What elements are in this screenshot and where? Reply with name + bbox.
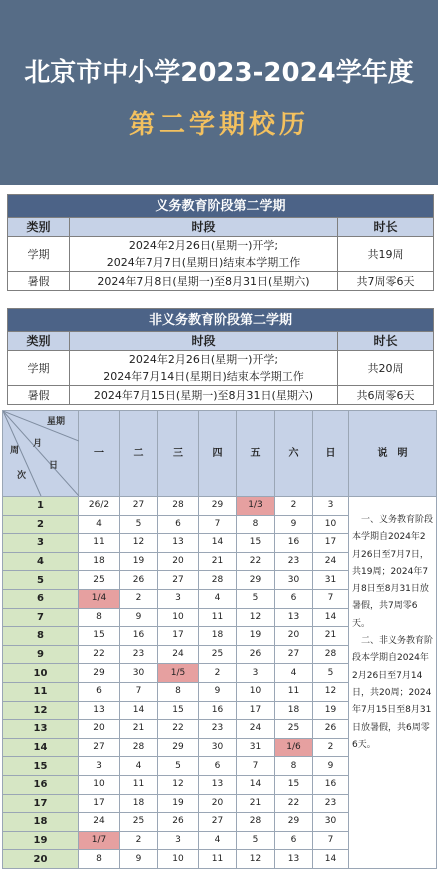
corner-label-order: 次 [17,471,27,481]
row-period: 2024年7月8日(星期一)至8月31日(星期六) [70,272,338,291]
period-line: 2024年2月26日(星期一)开学; [128,239,279,252]
week-number: 8 [3,627,79,646]
week-number: 5 [3,571,79,590]
day-cell: 6 [79,682,120,701]
day-cell: 12 [158,775,199,794]
day-cell: 14 [313,850,349,869]
day-cell: 10 [237,682,275,701]
day-cell: 13 [158,534,199,553]
day-cell: 20 [275,627,313,646]
day-cell: 18 [199,627,237,646]
day-cell: 30 [120,664,158,683]
day-cell: 20 [158,552,199,571]
weekday-header: 一 [79,411,120,497]
week-number: 17 [3,794,79,813]
day-cell: 30 [275,571,313,590]
day-cell: 11 [199,608,237,627]
day-cell: 16 [199,701,237,720]
col-header-period: 时段 [70,332,338,351]
day-cell: 5 [313,664,349,683]
day-cell: 18 [79,552,120,571]
day-cell: 9 [120,850,158,869]
day-cell: 27 [79,738,120,757]
day-cell: 26/2 [79,497,120,516]
week-number: 12 [3,701,79,720]
day-cell: 29 [79,664,120,683]
day-cell: 2 [275,497,313,516]
day-cell: 31 [237,738,275,757]
row-period [70,351,338,386]
week-number: 15 [3,757,79,776]
row-type: 暑假 [8,272,70,291]
day-cell: 3 [237,664,275,683]
day-cell: 2 [313,738,349,757]
day-cell: 22 [79,645,120,664]
period-line: 2024年7月7日(星期日)结束本学期工作 [106,256,301,269]
row-length: 共6周零6天 [338,386,434,405]
day-cell: 11 [199,850,237,869]
col-header-period: 时段 [70,218,338,237]
day-cell: 21 [237,794,275,813]
row-type: 暑假 [8,386,70,405]
day-cell: 16 [120,627,158,646]
day-cell: 20 [199,794,237,813]
header-banner [0,0,438,185]
day-cell: 12 [313,682,349,701]
day-cell: 29 [158,738,199,757]
day-cell: 3 [79,757,120,776]
compulsory-education-table [7,194,434,291]
day-cell: 4 [199,831,237,850]
week-number: 18 [3,813,79,832]
day-cell: 7 [313,589,349,608]
day-cell: 26 [158,813,199,832]
day-cell: 28 [158,497,199,516]
day-cell: 12 [237,608,275,627]
day-cell: 22 [158,720,199,739]
table-caption: 非义务教育阶段第二学期 [8,309,434,332]
day-cell: 6 [199,757,237,776]
day-cell: 6 [158,515,199,534]
week-row [3,497,437,516]
corner-label-day: 日 [49,461,59,471]
day-cell: 15 [158,701,199,720]
day-cell: 27 [199,813,237,832]
day-cell: 6 [275,589,313,608]
day-cell: 30 [199,738,237,757]
non-compulsory-education-table [7,308,434,405]
day-cell: 13 [199,775,237,794]
day-cell: 10 [313,515,349,534]
row-length: 共20周 [338,351,434,386]
day-cell: 23 [313,794,349,813]
day-cell: 1/6 [275,738,313,757]
day-cell: 19 [313,701,349,720]
day-cell: 13 [275,608,313,627]
day-cell: 24 [237,720,275,739]
day-cell: 2 [199,664,237,683]
day-cell: 19 [120,552,158,571]
day-cell: 27 [158,571,199,590]
school-calendar-table [2,410,437,869]
notes-header: 说 明 [349,411,437,497]
day-cell: 1/3 [237,497,275,516]
period-line: 2024年2月26日(星期一)开学; [128,353,279,366]
week-number: 16 [3,775,79,794]
row-type: 学期 [8,237,70,272]
weekday-header: 四 [199,411,237,497]
day-cell: 5 [237,589,275,608]
day-cell: 14 [313,608,349,627]
day-cell: 30 [313,813,349,832]
day-cell: 21 [313,627,349,646]
day-cell: 23 [120,645,158,664]
day-cell: 11 [79,534,120,553]
day-cell: 19 [237,627,275,646]
day-cell: 26 [237,645,275,664]
week-number: 2 [3,515,79,534]
day-cell: 17 [313,534,349,553]
day-cell: 7 [313,831,349,850]
day-cell: 27 [275,645,313,664]
day-cell: 3 [158,589,199,608]
week-number: 4 [3,552,79,571]
table-caption: 义务教育阶段第二学期 [8,195,434,218]
day-cell: 25 [120,813,158,832]
day-cell: 5 [237,831,275,850]
page-title: 北京市中小学2023-2024学年度 [24,58,414,88]
row-period [70,237,338,272]
week-number: 10 [3,664,79,683]
day-cell: 25 [275,720,313,739]
day-cell: 16 [275,534,313,553]
corner-label-weekday: 星期 [47,417,66,427]
day-cell: 31 [313,571,349,590]
week-number: 1 [3,497,79,516]
corner-label-week: 周 [10,446,20,456]
day-cell: 6 [275,831,313,850]
day-cell: 17 [79,794,120,813]
day-cell: 4 [79,515,120,534]
day-cell: 9 [313,757,349,776]
row-type: 学期 [8,351,70,386]
day-cell: 24 [313,552,349,571]
week-number: 19 [3,831,79,850]
day-cell: 28 [313,645,349,664]
day-cell: 18 [275,701,313,720]
weekday-header: 五 [237,411,275,497]
week-number: 6 [3,589,79,608]
day-cell: 27 [120,497,158,516]
day-cell: 8 [79,608,120,627]
day-cell: 15 [275,775,313,794]
day-cell: 13 [275,850,313,869]
day-cell: 3 [158,831,199,850]
day-cell: 7 [199,515,237,534]
day-cell: 7 [237,757,275,776]
day-cell: 4 [199,589,237,608]
week-number: 14 [3,738,79,757]
week-number: 7 [3,608,79,627]
week-number: 9 [3,645,79,664]
day-cell: 8 [79,850,120,869]
day-cell: 1/7 [79,831,120,850]
day-cell: 7 [120,682,158,701]
day-cell: 19 [158,794,199,813]
day-cell: 1/4 [79,589,120,608]
day-cell: 16 [313,775,349,794]
day-cell: 11 [275,682,313,701]
day-cell: 8 [158,682,199,701]
day-cell: 14 [120,701,158,720]
day-cell: 17 [237,701,275,720]
day-cell: 14 [199,534,237,553]
weekday-header: 三 [158,411,199,497]
day-cell: 25 [199,645,237,664]
day-cell: 29 [275,813,313,832]
day-cell: 28 [120,738,158,757]
day-cell: 25 [79,571,120,590]
week-number: 13 [3,720,79,739]
day-cell: 13 [79,701,120,720]
day-cell: 2 [120,831,158,850]
day-cell: 3 [313,497,349,516]
day-cell: 15 [237,534,275,553]
day-cell: 14 [237,775,275,794]
note-paragraph: 二、非义务教育阶段本学期自2024年2月26日至7月14日，共20周；2024年7月15日至8月31日放暑假，共6周零6天。 [352,636,434,750]
day-cell: 9 [275,515,313,534]
day-cell: 26 [313,720,349,739]
day-cell: 24 [79,813,120,832]
day-cell: 4 [275,664,313,683]
week-number: 20 [3,850,79,869]
period-line: 2024年7月14日(星期日)结束本学期工作 [103,370,304,383]
row-period: 2024年7月15日(星期一)至8月31日(星期六) [70,386,338,405]
week-number: 11 [3,682,79,701]
row-length: 共7周零6天 [338,272,434,291]
day-cell: 8 [237,515,275,534]
day-cell: 28 [237,813,275,832]
day-cell: 12 [120,534,158,553]
day-cell: 4 [120,757,158,776]
day-cell: 28 [199,571,237,590]
page-subtitle: 第二学期校历 [128,110,309,140]
day-cell: 17 [158,627,199,646]
day-cell: 22 [275,794,313,813]
day-cell: 5 [120,515,158,534]
day-cell: 29 [199,497,237,516]
day-cell: 24 [158,645,199,664]
day-cell: 12 [237,850,275,869]
day-cell: 1/5 [158,664,199,683]
col-header-length: 时长 [338,218,434,237]
day-cell: 10 [79,775,120,794]
notes-panel [349,497,437,869]
week-number: 3 [3,534,79,553]
day-cell: 9 [199,682,237,701]
day-cell: 11 [120,775,158,794]
weekday-header: 日 [313,411,349,497]
day-cell: 23 [275,552,313,571]
day-cell: 2 [120,589,158,608]
day-cell: 20 [79,720,120,739]
note-paragraph: 一、义务教育阶段本学期自2024年2月26日至7月7日，共19周；2024年7月8日至8月31日放暑假，共7周零6天。 [352,515,434,629]
corner-label-month: 月 [33,439,43,449]
day-cell: 26 [120,571,158,590]
corner-header [3,411,79,497]
day-cell: 8 [275,757,313,776]
day-cell: 21 [120,720,158,739]
day-cell: 18 [120,794,158,813]
col-header-type: 类别 [8,332,70,351]
day-cell: 10 [158,850,199,869]
day-cell: 21 [199,552,237,571]
col-header-length: 时长 [338,332,434,351]
day-cell: 29 [237,571,275,590]
weekday-header: 六 [275,411,313,497]
day-cell: 15 [79,627,120,646]
day-cell: 22 [237,552,275,571]
weekday-header: 二 [120,411,158,497]
day-cell: 23 [199,720,237,739]
day-cell: 10 [158,608,199,627]
row-length: 共19周 [338,237,434,272]
col-header-type: 类别 [8,218,70,237]
day-cell: 9 [120,608,158,627]
day-cell: 5 [158,757,199,776]
